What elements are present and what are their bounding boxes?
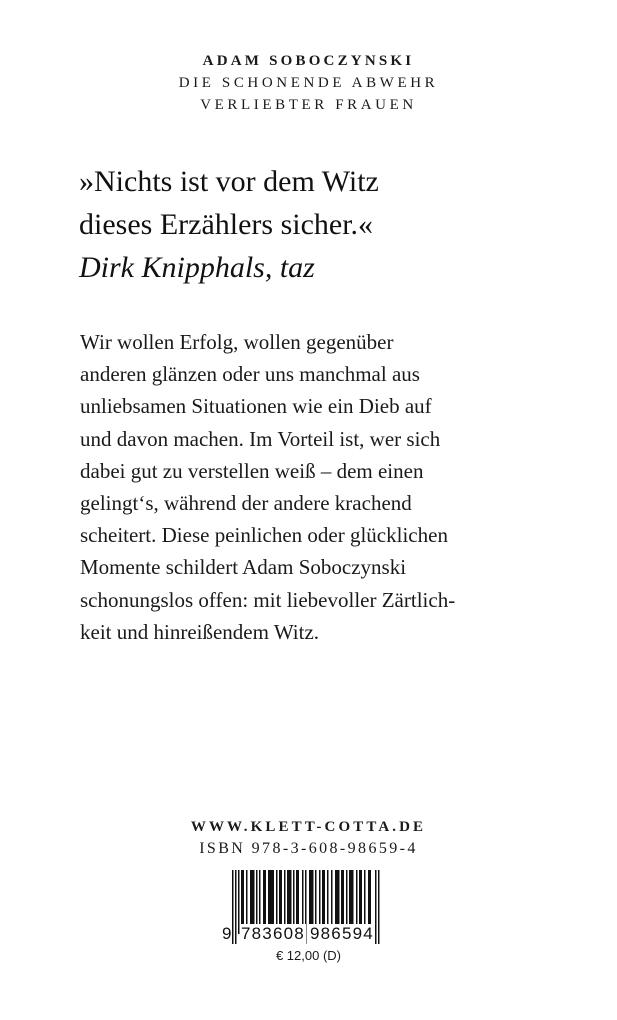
book-blurb <box>80 326 550 648</box>
publisher-info <box>0 816 617 860</box>
publisher-website[interactable]: WWW.KLETT-COTTA.DE <box>190 819 427 835</box>
isbn-number: ISBN 978-3-608-98659-4 <box>199 840 418 857</box>
blurb-line: dabei gut zu verstellen weiß – dem einen <box>80 458 424 483</box>
barcode-left-group: 783608 <box>241 924 305 943</box>
isbn-barcode <box>222 870 382 946</box>
blurb-line: schonungslos offen: mit liebevoller Zärtlich- <box>80 587 456 612</box>
quote-line-2: dieses Erzählers sicher.« <box>79 208 374 241</box>
review-quote <box>79 160 539 289</box>
price-label: € 12,00 (D) <box>275 948 342 963</box>
quote-line-1: »Nichts ist vor dem Witz <box>79 165 379 198</box>
blurb-line: und davon machen. Im Vorteil ist, wer sich <box>80 426 441 451</box>
book-title-line-2: VERLIEBTER FRAUEN <box>200 97 417 113</box>
blurb-line: keit und hinreißendem Witz. <box>80 619 320 644</box>
quote-source: Dirk Knipphals, taz <box>79 251 315 284</box>
barcode-right-group: 986594 <box>310 924 374 943</box>
book-header <box>0 50 617 116</box>
blurb-line: scheitert. Diese peinlichen oder glücklichen <box>80 523 448 548</box>
barcode-first-digit: 9 <box>222 924 232 943</box>
book-title-line-1: DIE SCHONENDE ABWEHR <box>178 75 439 91</box>
blurb-line: Wir wollen Erfolg, wollen gegenüber <box>80 330 394 354</box>
author-name: ADAM SOBOCZYNSKI <box>202 53 415 69</box>
blurb-line: anderen glänzen oder uns manchmal aus <box>80 362 420 387</box>
blurb-line: unliebsamen Situationen wie ein Dieb auf <box>80 394 432 419</box>
blurb-line: Momente schildert Adam Soboczynski <box>80 555 407 580</box>
blurb-line: gelingt‘s, während der andere krachend <box>80 491 412 516</box>
